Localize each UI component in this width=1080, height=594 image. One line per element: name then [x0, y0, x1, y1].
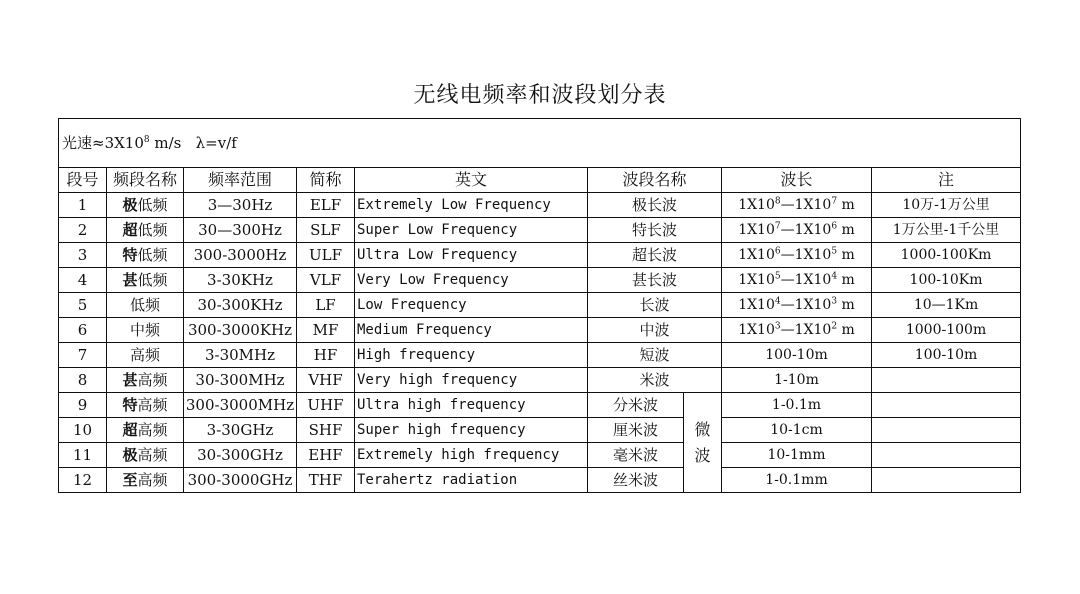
- english-name: Medium Frequency: [355, 318, 588, 343]
- row-number: 3: [59, 243, 107, 268]
- note: [872, 443, 1021, 468]
- frequency-range: 30-300GHz: [184, 443, 297, 468]
- band-name-prefix: 极: [122, 196, 138, 214]
- formula-exponent: 8: [143, 135, 150, 145]
- table-row: [59, 418, 1021, 443]
- band-name-prefix: 极: [122, 446, 138, 464]
- table-row: [59, 268, 1021, 293]
- wavelength-exp-a: 8: [774, 196, 781, 207]
- header-abbr: 简称: [297, 168, 355, 193]
- wavelength: 10-1mm: [722, 443, 872, 468]
- abbreviation: MF: [297, 318, 355, 343]
- abbreviation: EHF: [297, 443, 355, 468]
- note: 10—1Km: [872, 293, 1021, 318]
- page-title: 无线电频率和波段划分表: [413, 83, 667, 108]
- frequency-range: 300-3000GHz: [184, 468, 297, 493]
- wavelength-exp-b: 7: [831, 196, 838, 207]
- frequency-range: 3-30MHz: [184, 343, 297, 368]
- band-name-cell: [107, 468, 184, 493]
- wavelength: 100-10m: [722, 343, 872, 368]
- row-number: 10: [59, 418, 107, 443]
- header-no: 段号: [59, 168, 107, 193]
- band-name-rest: 高频: [137, 371, 168, 389]
- band-name-rest: 低频: [137, 271, 168, 289]
- frequency-range: 3-30GHz: [184, 418, 297, 443]
- band-name-rest: 低频: [129, 296, 160, 314]
- band-name-cell: [107, 443, 184, 468]
- english-name: Super Low Frequency: [355, 218, 588, 243]
- wavelength-base-b: —1X10: [780, 247, 832, 263]
- band-name-prefix: 特: [122, 396, 138, 414]
- wavelength-exp-a: 4: [774, 296, 781, 307]
- frequency-range: 3—30Hz: [184, 193, 297, 218]
- band-name-rest: 中频: [129, 321, 160, 339]
- frequency-range: 30—300Hz: [184, 218, 297, 243]
- band-name-rest: 低频: [137, 196, 168, 214]
- wave-band-name: 极长波: [588, 193, 722, 218]
- wavelength-base-a: 1X10: [738, 322, 775, 338]
- wavelength: [722, 268, 872, 293]
- abbreviation: VLF: [297, 268, 355, 293]
- english-name: Very high frequency: [355, 368, 588, 393]
- wavelength-base-b: —1X10: [780, 272, 832, 288]
- note: 100-10m: [872, 343, 1021, 368]
- english-name: Low Frequency: [355, 293, 588, 318]
- wavelength-unit: m: [837, 222, 855, 238]
- note: [872, 418, 1021, 443]
- wave-band-name: 毫米波: [588, 443, 684, 468]
- english-name: Terahertz radiation: [355, 468, 588, 493]
- band-name-cell: [107, 343, 184, 368]
- english-name: High frequency: [355, 343, 588, 368]
- wavelength: [722, 193, 872, 218]
- band-name-cell: [107, 368, 184, 393]
- row-number: 5: [59, 293, 107, 318]
- english-name: Ultra Low Frequency: [355, 243, 588, 268]
- wavelength-base-a: 1X10: [738, 222, 775, 238]
- abbreviation: HF: [297, 343, 355, 368]
- wavelength-unit: m: [837, 322, 855, 338]
- band-name-rest: 高频: [137, 471, 168, 489]
- wave-band-name: 特长波: [588, 218, 722, 243]
- row-number: 4: [59, 268, 107, 293]
- microwave-label-char: 波: [694, 445, 711, 465]
- note: 1000-100m: [872, 318, 1021, 343]
- row-number: 2: [59, 218, 107, 243]
- abbreviation: LF: [297, 293, 355, 318]
- frequency-range: 300-3000KHz: [184, 318, 297, 343]
- formula-suffix: m/s λ=v/f: [149, 134, 237, 152]
- abbreviation: UHF: [297, 393, 355, 418]
- wavelength-exp-a: 7: [774, 221, 781, 232]
- table-row: [59, 443, 1021, 468]
- band-name-rest: 高频: [137, 446, 168, 464]
- wavelength-base-b: —1X10: [780, 222, 832, 238]
- band-name-cell: [107, 243, 184, 268]
- frequency-range: 300-3000Hz: [184, 243, 297, 268]
- wavelength-base-b: —1X10: [780, 197, 832, 213]
- row-number: 11: [59, 443, 107, 468]
- abbreviation: VHF: [297, 368, 355, 393]
- abbreviation: ULF: [297, 243, 355, 268]
- wavelength: [722, 293, 872, 318]
- wave-band-name: 米波: [588, 368, 722, 393]
- band-name-cell: [107, 268, 184, 293]
- microwave-group-cell: [684, 393, 722, 493]
- wavelength-unit: m: [837, 272, 855, 288]
- row-number: 8: [59, 368, 107, 393]
- band-name-prefix: 特: [122, 246, 138, 264]
- row-number: 12: [59, 468, 107, 493]
- wavelength-exp-b: 3: [831, 296, 838, 307]
- band-name-prefix: 至: [122, 471, 138, 489]
- frequency-range: 300-3000MHz: [184, 393, 297, 418]
- wavelength: 1-0.1m: [722, 393, 872, 418]
- wavelength-base-a: 1X10: [738, 272, 775, 288]
- wave-band-name: 短波: [588, 343, 722, 368]
- formula-cell: [59, 119, 1021, 168]
- wave-band-name: 厘米波: [588, 418, 684, 443]
- header-wave-name: 波段名称: [588, 168, 722, 193]
- header-wavelength: 波长: [722, 168, 872, 193]
- note: 1万公里-1千公里: [872, 218, 1021, 243]
- band-name-prefix: 超: [122, 421, 138, 439]
- english-name: Very Low Frequency: [355, 268, 588, 293]
- header-english: 英文: [355, 168, 588, 193]
- note: 100-10Km: [872, 268, 1021, 293]
- band-name-rest: 高频: [137, 396, 168, 414]
- wavelength: 10-1cm: [722, 418, 872, 443]
- note: [872, 393, 1021, 418]
- band-name-cell: [107, 393, 184, 418]
- wave-band-name: 超长波: [588, 243, 722, 268]
- wavelength-exp-b: 6: [831, 221, 838, 232]
- wavelength-exp-b: 5: [831, 246, 838, 257]
- formula-prefix: 光速≈3X10: [62, 134, 144, 152]
- note: [872, 468, 1021, 493]
- band-name-rest: 高频: [137, 421, 168, 439]
- band-name-prefix: 甚: [122, 271, 138, 289]
- wave-band-name: 分米波: [588, 393, 684, 418]
- english-name: Super high frequency: [355, 418, 588, 443]
- band-name-prefix: 甚: [122, 371, 138, 389]
- table-row: [59, 293, 1021, 318]
- header-row: [59, 168, 1021, 193]
- wavelength-base-a: 1X10: [738, 247, 775, 263]
- formula-row: [59, 119, 1021, 168]
- row-number: 9: [59, 393, 107, 418]
- table-row: [59, 318, 1021, 343]
- note: 10万-1万公里: [872, 193, 1021, 218]
- band-name-cell: [107, 293, 184, 318]
- table-row: [59, 468, 1021, 493]
- wavelength: [722, 318, 872, 343]
- frequency-range: 3-30KHz: [184, 268, 297, 293]
- microwave-label-char: 微: [694, 419, 711, 439]
- table-row: [59, 193, 1021, 218]
- wave-band-name: 甚长波: [588, 268, 722, 293]
- frequency-band-table: [58, 118, 1021, 493]
- abbreviation: ELF: [297, 193, 355, 218]
- wave-band-name: 长波: [588, 293, 722, 318]
- wavelength-exp-b: 2: [831, 321, 838, 332]
- abbreviation: THF: [297, 468, 355, 493]
- band-name-rest: 高频: [129, 346, 160, 364]
- wavelength: [722, 218, 872, 243]
- table-row: [59, 343, 1021, 368]
- wavelength-unit: m: [837, 297, 855, 313]
- band-name-cell: [107, 218, 184, 243]
- wavelength-exp-a: 3: [774, 321, 781, 332]
- microwave-label: [684, 417, 721, 469]
- wavelength-unit: m: [837, 247, 855, 263]
- header-band-name: 频段名称: [107, 168, 184, 193]
- band-name-cell: [107, 318, 184, 343]
- band-name-cell: [107, 418, 184, 443]
- wavelength: 1-10m: [722, 368, 872, 393]
- frequency-range: 30-300KHz: [184, 293, 297, 318]
- wavelength-exp-a: 6: [774, 246, 781, 257]
- english-name: Extremely Low Frequency: [355, 193, 588, 218]
- wavelength-unit: m: [837, 197, 855, 213]
- note: 1000-100Km: [872, 243, 1021, 268]
- wavelength: [722, 243, 872, 268]
- wave-band-name: 丝米波: [588, 468, 684, 493]
- wavelength-base-a: 1X10: [738, 197, 775, 213]
- row-number: 1: [59, 193, 107, 218]
- wave-band-name: 中波: [588, 318, 722, 343]
- english-name: Extremely high frequency: [355, 443, 588, 468]
- wavelength-base-b: —1X10: [780, 297, 832, 313]
- wavelength-exp-b: 4: [831, 271, 838, 282]
- note: [872, 368, 1021, 393]
- row-number: 6: [59, 318, 107, 343]
- table-row: [59, 243, 1021, 268]
- header-note: 注: [872, 168, 1021, 193]
- wavelength-base-b: —1X10: [780, 322, 832, 338]
- abbreviation: SHF: [297, 418, 355, 443]
- abbreviation: SLF: [297, 218, 355, 243]
- wavelength-exp-a: 5: [774, 271, 781, 282]
- table-row: [59, 368, 1021, 393]
- wavelength-base-a: 1X10: [738, 297, 775, 313]
- band-name-rest: 低频: [137, 246, 168, 264]
- row-number: 7: [59, 343, 107, 368]
- english-name: Ultra high frequency: [355, 393, 588, 418]
- frequency-range: 30-300MHz: [184, 368, 297, 393]
- table-row: [59, 393, 1021, 418]
- wavelength: 1-0.1mm: [722, 468, 872, 493]
- band-name-prefix: 超: [122, 221, 138, 239]
- band-name-cell: [107, 193, 184, 218]
- header-freq-range: 频率范围: [184, 168, 297, 193]
- band-name-rest: 低频: [137, 221, 168, 239]
- table-row: [59, 218, 1021, 243]
